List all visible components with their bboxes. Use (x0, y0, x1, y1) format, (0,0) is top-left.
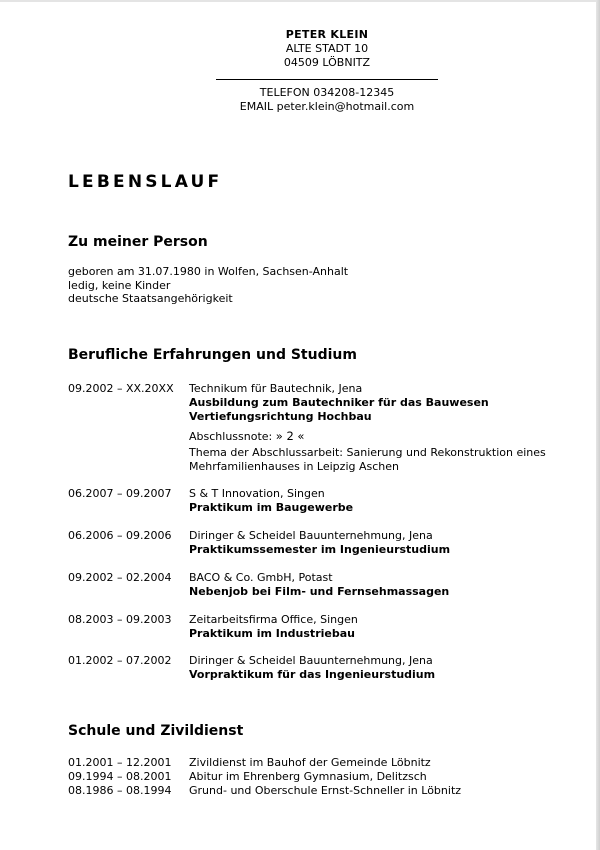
entry-date: 08.2003 – 09.2003 (68, 613, 172, 626)
school-date: 09.1994 – 08.2001 (68, 770, 172, 783)
entry-date: 06.2006 – 09.2006 (68, 529, 172, 542)
entry-description (189, 529, 579, 557)
entry-organization: Diringer & Scheidel Bauunternehmung, Jena (189, 654, 433, 667)
school-date: 01.2001 – 12.2001 (68, 756, 172, 769)
entry-role: Vorpraktikum für das Ingenieurstudium (189, 668, 436, 681)
entry-organization: BACO & Co. GmbH, Potast (189, 571, 333, 584)
entry-date: 09.2002 – 02.2004 (68, 571, 172, 584)
nationality: deutsche Staatsangehörigkeit (68, 292, 233, 305)
document-title: LEBENSLAUF (68, 172, 223, 192)
grade-value: » 2 « (275, 429, 305, 443)
entry-role: Praktikumssemester im Ingenieurstudium (189, 543, 451, 556)
window-top-edge (0, 0, 600, 2)
entry-organization: Technikum für Bautechnik, Jena (189, 382, 363, 395)
entry-organization: Diringer & Scheidel Bauunternehmung, Jena (189, 529, 433, 542)
school-description: Abitur im Ehrenberg Gymnasium, Delitzsch (189, 770, 427, 783)
applicant-name: PETER KLEIN (285, 28, 369, 41)
entry-role: Praktikum im Baugewerbe (189, 501, 354, 514)
entry-description (189, 382, 579, 474)
phone-number: TELEFON 034208-12345 (259, 86, 395, 99)
address-city: 04509 LÖBNITZ (283, 56, 371, 69)
address-street: ALTE STADT 10 (285, 42, 369, 55)
thesis-topic: Thema der Abschlussarbeit: Sanierung und Rekonstruktion eines Mehrfamilienhauses in Leipzig Aschen (189, 446, 546, 473)
entry-organization: S & T Innovation, Singen (189, 487, 325, 500)
school-description: Zivildienst im Bauhof der Gemeinde Löbnitz (189, 756, 431, 769)
birth-info: geboren am 31.07.1980 in Wolfen, Sachsen-Anhalt (68, 265, 349, 278)
email-address: EMAIL peter.klein@hotmail.com (239, 100, 415, 113)
list-item (68, 784, 568, 798)
entry-role: Ausbildung zum Bautechniker für das Bauwesen Vertiefungsrichtung Hochbau (189, 396, 489, 423)
school-list (68, 756, 568, 798)
entry-role: Praktikum im Industriebau (189, 627, 355, 640)
entry-date: 06.2007 – 09.2007 (68, 487, 172, 500)
entry-description (189, 654, 579, 682)
section-heading-school: Schule und Zivildienst (68, 723, 244, 739)
family-status: ledig, keine Kinder (68, 278, 171, 292)
grade-line (189, 429, 579, 444)
entry-description (189, 571, 579, 599)
entry-role: Nebenjob bei Film- und Fernsehmassagen (189, 585, 450, 598)
entry-date: 09.2002 – XX.20XX (68, 382, 174, 395)
entry-description (189, 487, 579, 515)
contact-header (216, 28, 438, 114)
window-right-edge (596, 0, 600, 850)
school-description: Grund- und Oberschule Ernst-Schneller in Löbnitz (189, 784, 462, 797)
header-divider (216, 79, 438, 80)
school-date: 08.1986 – 08.1994 (68, 784, 172, 797)
entry-description (189, 613, 579, 641)
section-heading-experience: Berufliche Erfahrungen und Studium (68, 347, 357, 363)
entry-date: 01.2002 – 07.2002 (68, 654, 172, 667)
list-item (68, 770, 568, 784)
person-details (68, 265, 348, 306)
list-item (68, 756, 568, 770)
grade-label: Abschlussnote: (189, 430, 273, 443)
entry-organization: Zeitarbeitsfirma Office, Singen (189, 613, 358, 626)
section-heading-person: Zu meiner Person (68, 234, 208, 250)
